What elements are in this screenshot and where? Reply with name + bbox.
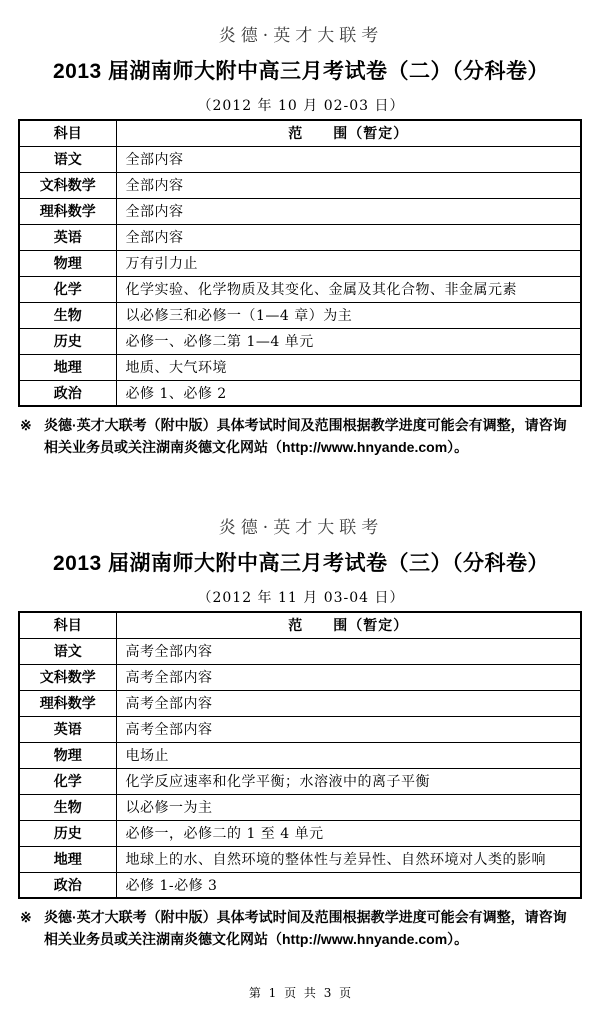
scope-cell: 高考全部内容 xyxy=(116,690,581,716)
subject-cell: 地理 xyxy=(19,354,116,380)
exam-date: （2012 年 11 月 03-04 日） xyxy=(197,590,405,606)
scope-cell: 必修 1、必修 2 xyxy=(116,380,581,406)
table-row xyxy=(19,276,581,302)
scope-cell: 化学实验、化学物质及其变化、金属及其化合物、非金属元素 xyxy=(116,276,581,302)
table-row xyxy=(19,380,581,406)
scope-cell: 必修 1-必修 3 xyxy=(116,872,581,898)
reference-mark: ※ xyxy=(20,417,32,433)
scope-cell: 地球上的水、自然环境的整体性与差异性、自然环境对人类的影响 xyxy=(116,846,581,872)
note-text xyxy=(44,414,588,458)
subject-cell: 英语 xyxy=(19,224,116,250)
subject-cell: 语文 xyxy=(19,146,116,172)
table-row xyxy=(19,250,581,276)
subject-cell: 生物 xyxy=(19,302,116,328)
subject-cell: 文科数学 xyxy=(19,664,116,690)
subject-cell: 理科数学 xyxy=(19,690,116,716)
adjustment-note xyxy=(20,414,588,458)
table-row xyxy=(19,742,581,768)
scope-cell: 电场止 xyxy=(116,742,581,768)
scope-cell: 全部内容 xyxy=(116,146,581,172)
scope-cell: 高考全部内容 xyxy=(116,638,581,664)
table-row xyxy=(19,820,581,846)
subject-cell: 英语 xyxy=(19,716,116,742)
scope-cell: 全部内容 xyxy=(116,172,581,198)
table-row xyxy=(19,872,581,898)
exam-title: 2013 届湖南师大附中高三月考试卷（二）（分科卷） xyxy=(52,60,550,83)
table-row xyxy=(19,638,581,664)
note-line-2: 相关业务员或关注湖南炎德文化网站（http://www.hnyande.com）。 xyxy=(44,439,469,455)
subject-cell: 物理 xyxy=(19,250,116,276)
exam-section-3 xyxy=(0,516,602,950)
subject-cell: 政治 xyxy=(19,872,116,898)
table-row xyxy=(19,768,581,794)
table-row xyxy=(19,794,581,820)
subject-column-header: 科目 xyxy=(19,612,116,638)
scope-column-header: 范 围（暂定） xyxy=(116,612,581,638)
note-line-2: 相关业务员或关注湖南炎德文化网站（http://www.hnyande.com）。 xyxy=(44,931,469,947)
scope-cell: 万有引力止 xyxy=(116,250,581,276)
note-line-1: 炎德·英才大联考（附中版）具体考试时间及范围根据教学进度可能会有调整，请咨询 xyxy=(44,909,567,925)
table-row xyxy=(19,172,581,198)
scope-cell: 高考全部内容 xyxy=(116,716,581,742)
exam-section-2 xyxy=(0,24,602,458)
scope-cell: 全部内容 xyxy=(116,198,581,224)
scope-cell: 地质、大气环境 xyxy=(116,354,581,380)
subject-cell: 理科数学 xyxy=(19,198,116,224)
exam-scope-table xyxy=(18,119,582,407)
table-row xyxy=(19,302,581,328)
page-number: 第 1 页 共 3 页 xyxy=(248,986,354,1000)
table-row xyxy=(19,328,581,354)
subject-cell: 文科数学 xyxy=(19,172,116,198)
adjustment-note xyxy=(20,906,588,950)
subject-cell: 语文 xyxy=(19,638,116,664)
table-header-row xyxy=(19,120,581,146)
scope-cell: 高考全部内容 xyxy=(116,664,581,690)
scope-cell: 以必修三和必修一（1—4 章）为主 xyxy=(116,302,581,328)
subject-cell: 地理 xyxy=(19,846,116,872)
table-row xyxy=(19,198,581,224)
scope-cell: 必修一，必修二的 1 至 4 单元 xyxy=(116,820,581,846)
note-line-1: 炎德·英才大联考（附中版）具体考试时间及范围根据教学进度可能会有调整，请咨询 xyxy=(44,417,567,433)
subject-cell: 生物 xyxy=(19,794,116,820)
exam-scope-table xyxy=(18,611,582,899)
note-text xyxy=(44,906,588,950)
subject-cell: 历史 xyxy=(19,328,116,354)
table-header-row xyxy=(19,612,581,638)
reference-mark: ※ xyxy=(20,909,32,925)
exam-date: （2012 年 10 月 02-03 日） xyxy=(197,98,405,114)
scope-cell: 必修一、必修二第 1—4 单元 xyxy=(116,328,581,354)
subject-cell: 化学 xyxy=(19,768,116,794)
subject-cell: 历史 xyxy=(19,820,116,846)
scope-cell: 全部内容 xyxy=(116,224,581,250)
table-row xyxy=(19,664,581,690)
exam-title: 2013 届湖南师大附中高三月考试卷（三）（分科卷） xyxy=(52,552,550,575)
subject-cell: 政治 xyxy=(19,380,116,406)
table-row xyxy=(19,354,581,380)
table-row xyxy=(19,716,581,742)
subject-cell: 物理 xyxy=(19,742,116,768)
table-row xyxy=(19,224,581,250)
table-row xyxy=(19,690,581,716)
scope-cell: 化学反应速率和化学平衡；水溶液中的离子平衡 xyxy=(116,768,581,794)
scope-column-header: 范 围（暂定） xyxy=(116,120,581,146)
brand-title: 炎德·英才大联考 xyxy=(218,26,384,46)
scope-cell: 以必修一为主 xyxy=(116,794,581,820)
brand-title: 炎德·英才大联考 xyxy=(218,518,384,538)
table-row xyxy=(19,146,581,172)
subject-column-header: 科目 xyxy=(19,120,116,146)
table-row xyxy=(19,846,581,872)
subject-cell: 化学 xyxy=(19,276,116,302)
